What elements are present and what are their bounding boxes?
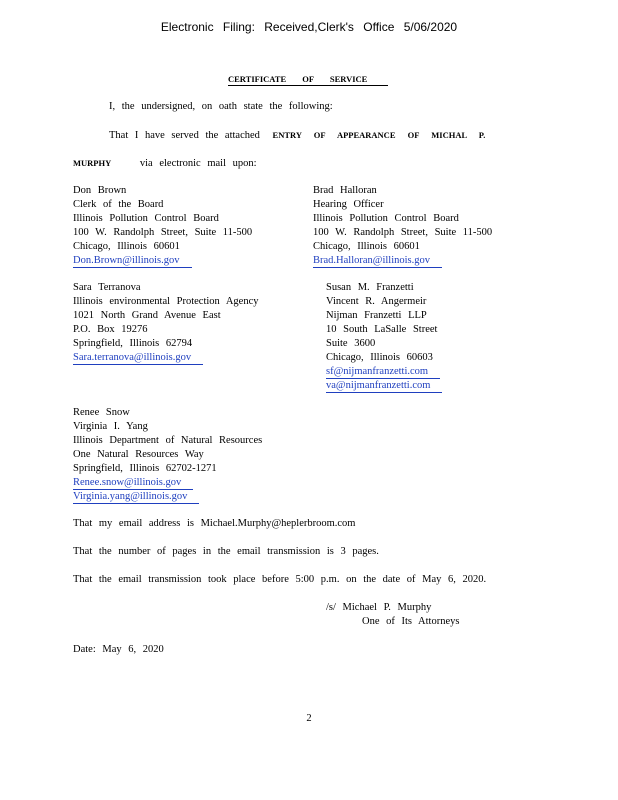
signature-role: One of Its Attorneys — [362, 616, 460, 627]
address-line: Clerk of the Board — [73, 199, 164, 210]
page-count-statement: That the number of pages in the email transmission is 3 pages. — [73, 546, 379, 557]
address-line: Susan M. Franzetti — [326, 282, 414, 293]
email-link[interactable]: Virginia.yang@illinois.gov — [73, 491, 199, 504]
signing-date: Date: May 6, 2020 — [73, 644, 164, 655]
document-title: CERTIFICATE OF SERVICE — [228, 74, 388, 86]
signature-name: /s/ Michael P. Murphy — [326, 602, 432, 613]
served-prefix: That I have served the attached — [109, 130, 260, 141]
email-link[interactable]: va@nijmanfranzetti.com — [326, 380, 442, 393]
address-line: Renee Snow — [73, 407, 130, 418]
address-line: One Natural Resources Way — [73, 449, 204, 460]
address-line: Virginia I. Yang — [73, 421, 148, 432]
transmission-time-statement: That the email transmission took place before 5:00 p.m. on the date of May 6, 2020. — [73, 574, 487, 585]
address-line: 100 W. Randolph Street, Suite 11-500 — [313, 227, 493, 238]
email-link[interactable]: Brad.Halloran@illinois.gov — [313, 255, 442, 268]
address-line: Illinois Pollution Control Board — [313, 213, 459, 224]
address-line: 10 South LaSalle Street — [326, 324, 438, 335]
intro-statement: I, the undersigned, on oath state the following: — [109, 101, 333, 112]
address-line: Brad Halloran — [313, 185, 377, 196]
recipient-address — [73, 281, 259, 365]
address-line: 100 W. Randolph Street, Suite 11-500 — [73, 227, 253, 238]
address-line: Illinois Pollution Control Board — [73, 213, 219, 224]
address-line: Suite 3600 — [326, 338, 376, 349]
address-line: Chicago, Illinois 60601 — [73, 241, 180, 252]
address-line: Illinois environmental Protection Agency — [73, 296, 259, 307]
address-line: Chicago, Illinois 60601 — [313, 241, 420, 252]
recipient-address — [73, 406, 262, 504]
address-line: Chicago, Illinois 60603 — [326, 352, 433, 363]
email-link[interactable]: Don.Brown@illinois.gov — [73, 255, 192, 268]
recipient-address — [326, 281, 442, 393]
served-statement — [109, 128, 485, 143]
address-line: Hearing Officer — [313, 199, 384, 210]
address-line: 1021 North Grand Avenue East — [73, 310, 221, 321]
address-line: P.O. Box 19276 — [73, 324, 148, 335]
served-document-cont: MURPHY — [73, 158, 112, 168]
email-link[interactable]: Sara.terranova@illinois.gov — [73, 352, 203, 365]
email-link[interactable]: Renee.snow@illinois.gov — [73, 477, 193, 490]
address-line: Springfield, Illinois 62794 — [73, 338, 193, 349]
address-line: Vincent R. Angermeir — [326, 296, 427, 307]
address-line: Springfield, Illinois 62702-1271 — [73, 463, 217, 474]
filing-header: Electronic Filing: Received,Clerk's Office 5/06/2020 — [160, 20, 458, 34]
address-line: Nijman Franzetti LLP — [326, 310, 427, 321]
served-document: ENTRY OF APPEARANCE OF MICHAL P. — [272, 130, 486, 140]
address-line: Illinois Department of Natural Resources — [73, 435, 263, 446]
address-line: Sara Terranova — [73, 282, 141, 293]
recipient-address — [73, 184, 252, 268]
served-suffix: via electronic mail upon: — [139, 158, 257, 169]
page-number: 2 — [306, 713, 312, 724]
email-link[interactable]: sf@nijmanfranzetti.com — [326, 366, 440, 379]
served-statement-cont — [73, 156, 257, 171]
email-address-statement: That my email address is Michael.Murphy@heplerbroom.com — [73, 518, 356, 529]
recipient-address — [313, 184, 492, 268]
address-line: Don Brown — [73, 185, 127, 196]
